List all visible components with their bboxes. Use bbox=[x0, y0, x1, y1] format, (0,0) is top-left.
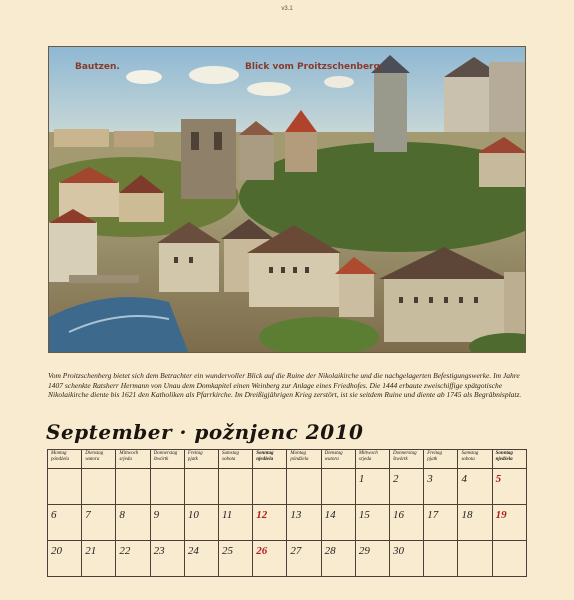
day-cell: 30 bbox=[390, 541, 424, 577]
day-cell: 3 bbox=[424, 469, 458, 505]
weekday-sorbian: pjatk bbox=[427, 457, 438, 462]
weekday-german: Sonntag bbox=[495, 451, 513, 456]
day-cell: 13 bbox=[287, 505, 321, 541]
weekday-german: Samstag bbox=[222, 451, 239, 456]
day-cell: 12 bbox=[253, 505, 287, 541]
day-cell bbox=[492, 541, 526, 577]
weekday-german: Dienstag bbox=[324, 451, 343, 456]
weekday-header-cell bbox=[355, 450, 389, 469]
weekday-german: Sonntag bbox=[256, 451, 274, 456]
day-cell bbox=[116, 469, 150, 505]
weekday-header-cell bbox=[321, 450, 355, 469]
day-cell bbox=[458, 541, 492, 577]
weekday-sorbian: njedźela bbox=[256, 457, 274, 462]
day-cell: 8 bbox=[116, 505, 150, 541]
day-cell: 9 bbox=[150, 505, 184, 541]
weekday-sorbian: póndźela bbox=[290, 457, 309, 462]
calendar-grid bbox=[47, 449, 527, 577]
day-cell: 28 bbox=[321, 541, 355, 577]
week-row bbox=[48, 469, 527, 505]
day-cell: 24 bbox=[184, 541, 218, 577]
day-cell: 21 bbox=[82, 541, 116, 577]
day-cell: 14 bbox=[321, 505, 355, 541]
weekday-german: Montag bbox=[51, 451, 67, 456]
weekday-header-cell bbox=[253, 450, 287, 469]
weekday-sorbian: srjeda bbox=[119, 457, 132, 462]
day-cell: 4 bbox=[458, 469, 492, 505]
weekday-header-row bbox=[48, 450, 527, 469]
day-cell bbox=[424, 541, 458, 577]
day-cell: 7 bbox=[82, 505, 116, 541]
weekday-german: Samstag bbox=[461, 451, 479, 456]
day-cell: 19 bbox=[492, 505, 526, 541]
weekday-german: Freitag bbox=[427, 451, 443, 456]
weekday-sorbian: štwórtk bbox=[153, 457, 169, 462]
day-cell bbox=[287, 469, 321, 505]
historic-postcard-image bbox=[48, 46, 526, 353]
day-cell: 11 bbox=[219, 505, 253, 541]
version-label: v3.1 bbox=[281, 6, 293, 12]
weekday-header-cell bbox=[390, 450, 424, 469]
weekday-german: Dienstag bbox=[85, 451, 104, 456]
weekday-sorbian: štwórtk bbox=[393, 457, 408, 462]
day-cell: 18 bbox=[458, 505, 492, 541]
weekday-sorbian: njedźela bbox=[495, 457, 513, 462]
day-cell bbox=[184, 469, 218, 505]
weekday-header-cell bbox=[116, 450, 150, 469]
weekday-sorbian: sobota bbox=[461, 457, 475, 462]
weekday-header-cell bbox=[492, 450, 526, 469]
day-cell: 10 bbox=[184, 505, 218, 541]
weekday-german: Mittwoch bbox=[119, 451, 139, 456]
day-cell: 2 bbox=[390, 469, 424, 505]
postcard-title-left: Bautzen. bbox=[75, 62, 120, 72]
weekday-german: Freitag bbox=[187, 451, 203, 456]
week-row bbox=[48, 541, 527, 577]
day-cell: 5 bbox=[492, 469, 526, 505]
day-cell bbox=[82, 469, 116, 505]
weekday-header-cell bbox=[424, 450, 458, 469]
weekday-header-cell bbox=[184, 450, 218, 469]
day-cell: 22 bbox=[116, 541, 150, 577]
day-cell bbox=[219, 469, 253, 505]
weekday-sorbian: wutora bbox=[324, 457, 339, 462]
day-cell bbox=[150, 469, 184, 505]
day-cell: 1 bbox=[355, 469, 389, 505]
weekday-german: Donnerstag bbox=[393, 451, 417, 456]
weekday-german: Donnerstag bbox=[153, 451, 178, 456]
day-cell: 26 bbox=[253, 541, 287, 577]
photo-caption: Vom Proitzschenberg bietet sich dem Betrachter ein wundervoller Blick auf die Ruine der Nikolaikirche und die nachgelagerten Befestigungswerke. Im Jahre 1407 schenkte Ratsherr Hermann von Unau dem Domkapitel einen Weinberg zur Anlage eines Friedhofes. Die 1444 erbaute zweischiffige spätgotische Nikolaikirche diente bis 1621 den Katholiken als Pfarrkirche. Im Dreißigjährigen Krieg zerstört, ist sie seitdem Ruine und diente ab 1745 als Begräbnisplatz. bbox=[48, 371, 522, 399]
day-cell: 17 bbox=[424, 505, 458, 541]
weekday-sorbian: pjatk bbox=[187, 457, 198, 462]
weekday-sorbian: póndźela bbox=[51, 457, 70, 462]
weekday-header-cell bbox=[150, 450, 184, 469]
day-cell bbox=[321, 469, 355, 505]
day-cell: 27 bbox=[287, 541, 321, 577]
weekday-header-cell bbox=[219, 450, 253, 469]
weekday-header-cell bbox=[458, 450, 492, 469]
weekday-header-cell bbox=[287, 450, 321, 469]
day-cell: 25 bbox=[219, 541, 253, 577]
weekday-sorbian: wutora bbox=[85, 457, 100, 462]
postcard-title-right: Blick vom Proitzschenberg. bbox=[245, 62, 384, 72]
day-cell: 6 bbox=[48, 505, 82, 541]
month-title: September · požnjenc 2010 bbox=[46, 420, 364, 444]
weekday-header-cell bbox=[48, 450, 82, 469]
day-cell: 29 bbox=[355, 541, 389, 577]
weekday-sorbian: sobota bbox=[222, 457, 236, 462]
day-cell bbox=[48, 469, 82, 505]
day-cell bbox=[253, 469, 287, 505]
weekday-german: Mittwoch bbox=[358, 451, 378, 456]
weekday-german: Montag bbox=[290, 451, 306, 456]
day-cell: 23 bbox=[150, 541, 184, 577]
day-cell: 16 bbox=[390, 505, 424, 541]
day-cell: 20 bbox=[48, 541, 82, 577]
day-cell: 15 bbox=[355, 505, 389, 541]
week-row bbox=[48, 505, 527, 541]
weekday-sorbian: srjeda bbox=[358, 457, 372, 462]
weekday-header-cell bbox=[82, 450, 116, 469]
